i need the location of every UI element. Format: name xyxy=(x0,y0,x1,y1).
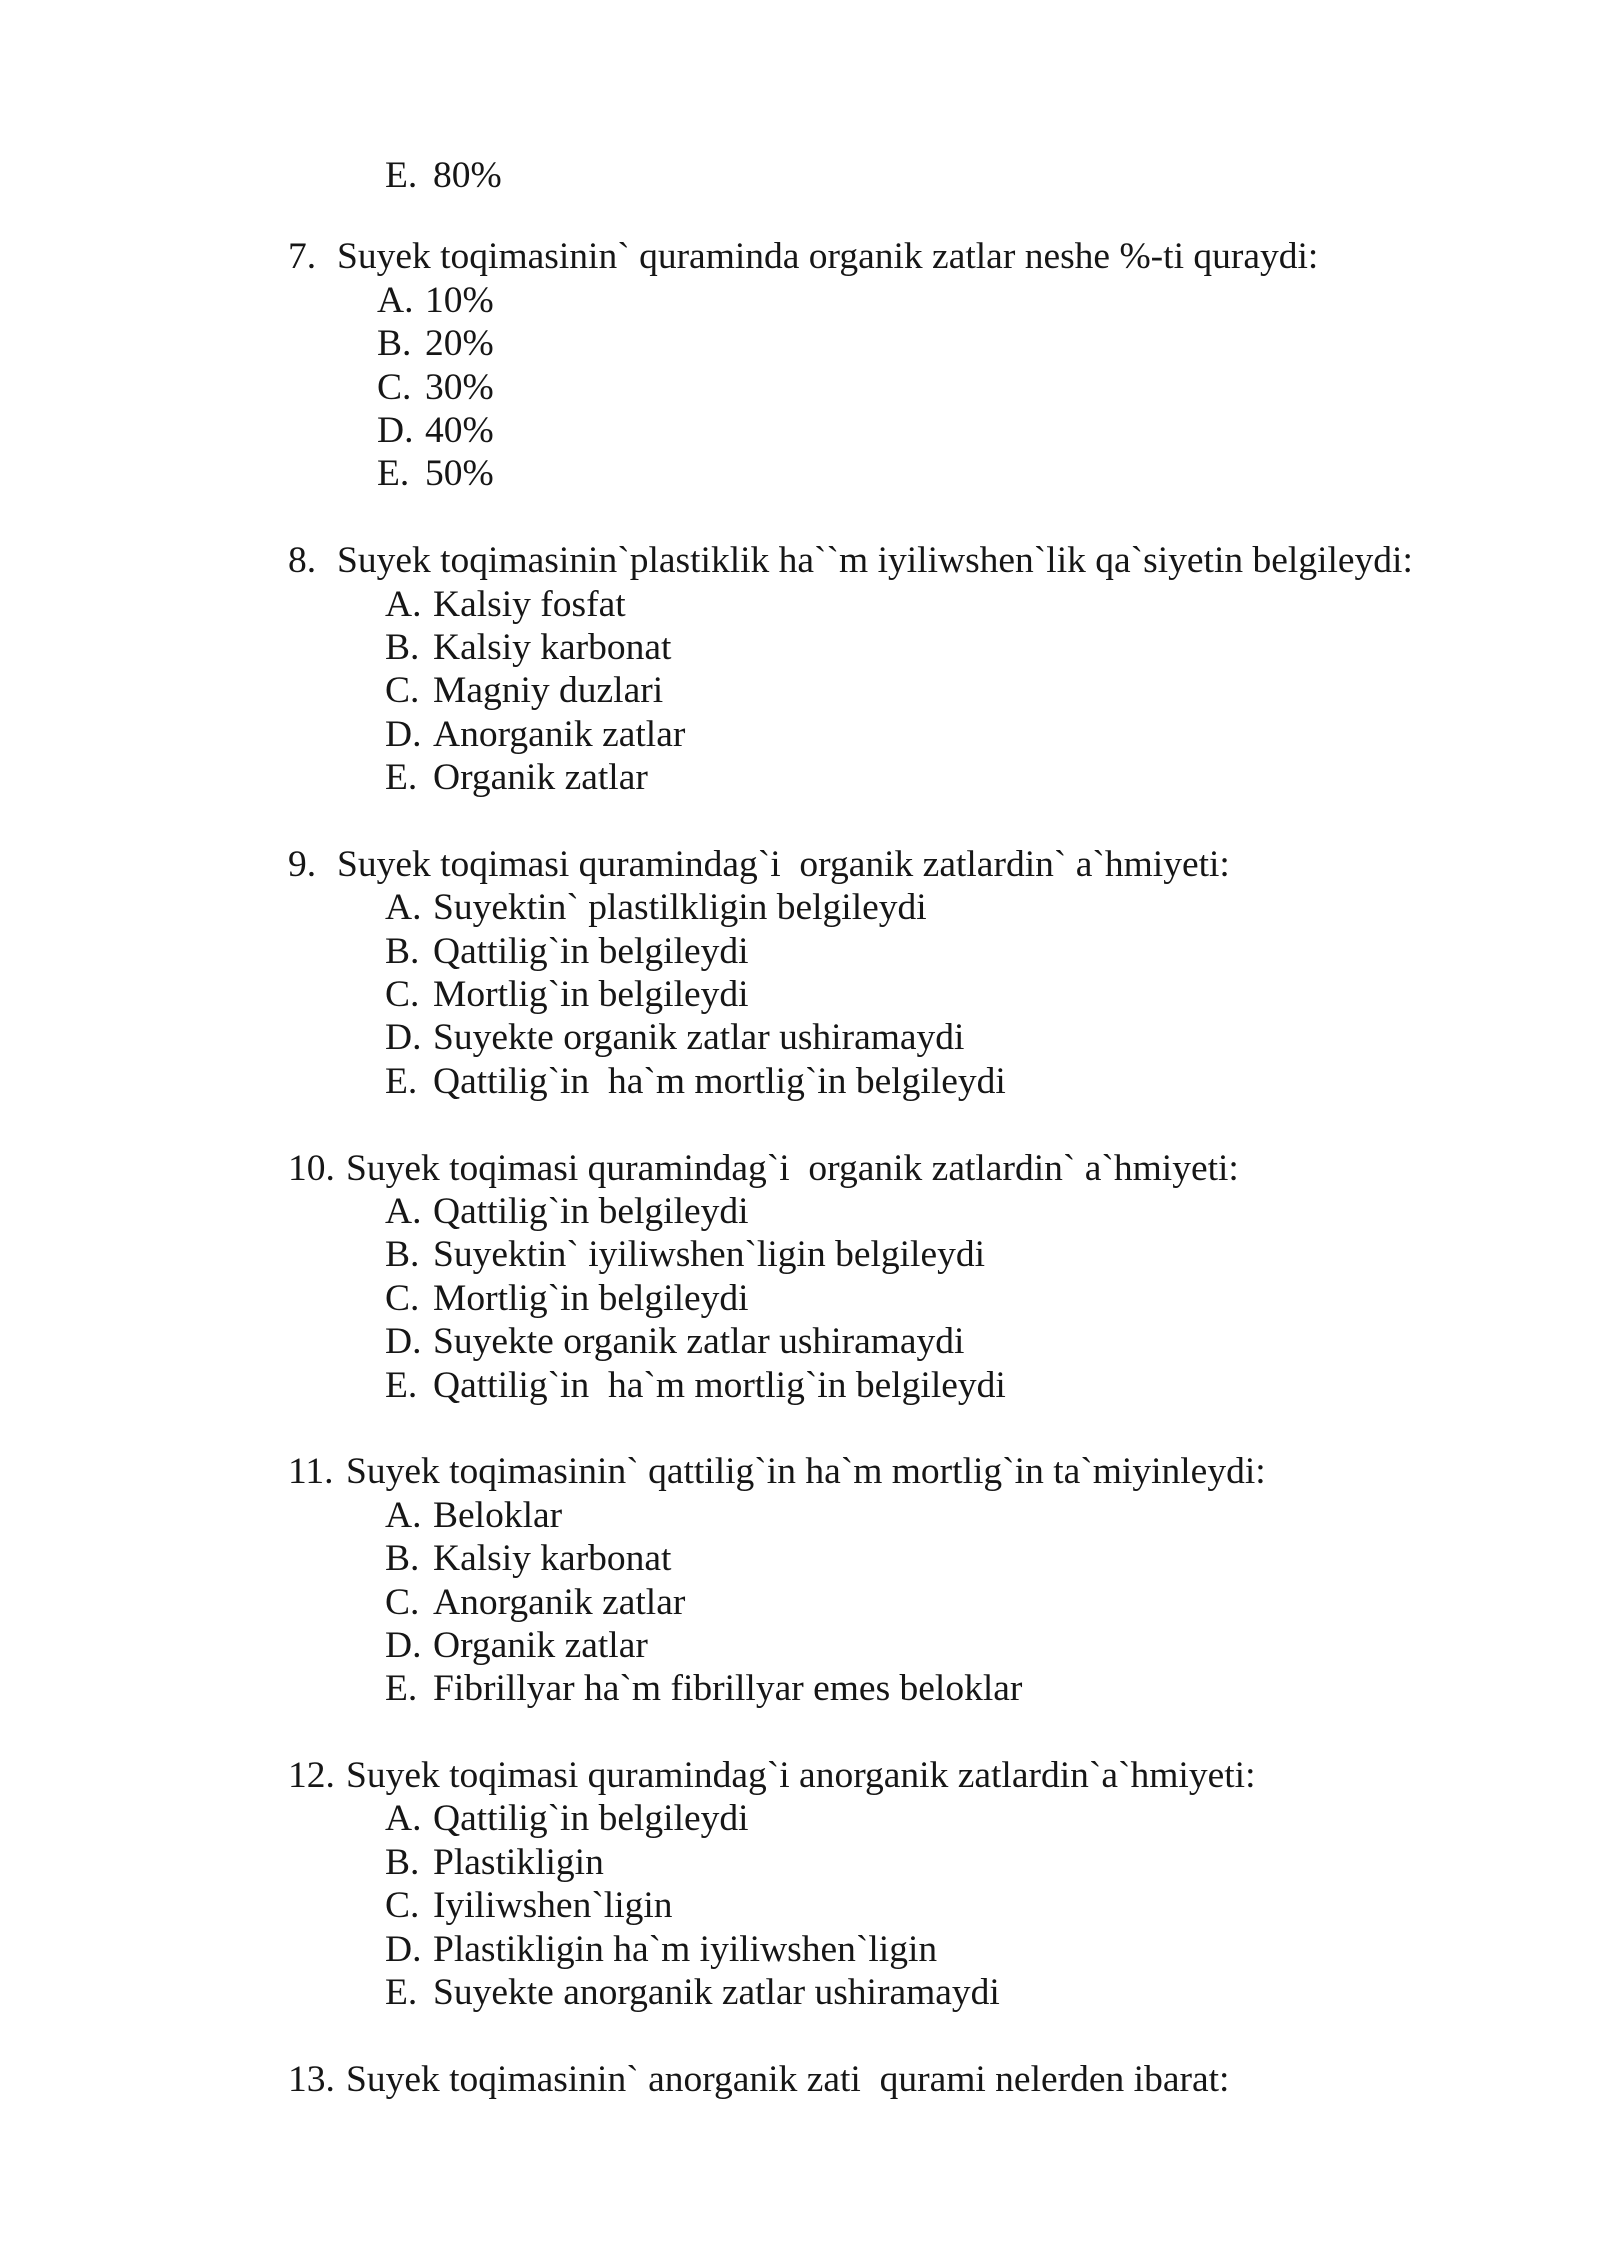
option-a xyxy=(0,1190,1600,1233)
option-text: 30% xyxy=(425,366,494,408)
option-letter: C. xyxy=(385,1277,420,1319)
option-text: Suyektin` plastilkligin belgileydi xyxy=(433,887,927,929)
question-text: Suyek toqimasinin`plastiklik ha``m iyiliwshen`lik qa`siyetin belgileydi: xyxy=(337,540,1413,582)
option-letter: C. xyxy=(385,670,420,712)
option-letter: D. xyxy=(385,1624,422,1666)
option-a xyxy=(0,279,1600,322)
option-text: Iyiliwshen`ligin xyxy=(433,1885,673,1927)
option-d xyxy=(0,1320,1600,1363)
option-letter: A. xyxy=(385,1190,422,1232)
option-text: 80% xyxy=(433,155,502,196)
option-a xyxy=(0,583,1600,626)
option-text: Mortlig`in belgileydi xyxy=(433,1277,749,1319)
option-letter: B. xyxy=(385,626,420,668)
option-text: Fibrillyar ha`m fibrillyar emes beloklar xyxy=(433,1668,1023,1710)
option-letter: E. xyxy=(385,1668,418,1710)
question-text: Suyek toqimasi quramindag`i organik zatlardin` a`hmiyeti: xyxy=(337,843,1230,885)
option-letter: A. xyxy=(385,1798,422,1840)
option-e xyxy=(0,1667,1600,1710)
option-letter: D. xyxy=(385,1017,422,1059)
option-letter: B. xyxy=(377,323,412,365)
question-line xyxy=(0,235,1600,278)
question-9 xyxy=(0,843,1600,1103)
option-letter: A. xyxy=(377,279,414,321)
question-number: 10. xyxy=(288,1147,335,1189)
option-text: Kalsiy fosfat xyxy=(433,583,626,625)
option-e xyxy=(0,1971,1600,2014)
option-text: Suyektin` iyiliwshen`ligin belgileydi xyxy=(433,1234,986,1276)
question-number: 13. xyxy=(288,2058,335,2100)
option-text: Plastikligin ha`m iyiliwshen`ligin xyxy=(433,1928,938,1970)
question-text: Suyek toqimasi quramindag`i anorganik zatlardin`a`hmiyeti: xyxy=(346,1755,1256,1797)
question-line xyxy=(0,843,1600,886)
option-e xyxy=(0,452,1600,495)
option-b xyxy=(0,1233,1600,1276)
option-text: Plastikligin xyxy=(433,1841,604,1883)
option-letter: E. xyxy=(385,1972,418,2014)
option-text: 20% xyxy=(425,323,494,365)
option-letter: D. xyxy=(385,1321,422,1363)
option-text: Qattilig`in ha`m mortlig`in belgileydi xyxy=(433,1364,1006,1406)
question-number: 7. xyxy=(288,236,317,278)
option-e-previous xyxy=(0,154,1600,197)
option-letter: C. xyxy=(385,1581,420,1623)
option-a xyxy=(0,1494,1600,1537)
option-text: Suyekte organik zatlar ushiramaydi xyxy=(433,1017,965,1059)
option-text: Organik zatlar xyxy=(433,757,648,799)
option-letter: E. xyxy=(377,453,410,495)
option-letter: A. xyxy=(385,1494,422,1536)
option-text: Suyekte organik zatlar ushiramaydi xyxy=(433,1321,965,1363)
option-c xyxy=(0,669,1600,712)
question-text: Suyek toqimasi quramindag`i organik zatlardin` a`hmiyeti: xyxy=(346,1147,1239,1189)
question-line xyxy=(0,539,1600,582)
option-d xyxy=(0,1624,1600,1667)
question-text: Suyek toqimasinin` quraminda organik zatlar neshe %-ti quraydi: xyxy=(337,236,1319,278)
option-letter: C. xyxy=(385,974,420,1016)
option-text: 50% xyxy=(425,453,494,495)
option-e xyxy=(0,1364,1600,1407)
option-e xyxy=(0,756,1600,799)
option-b xyxy=(0,930,1600,973)
question-13 xyxy=(0,2058,1600,2101)
option-text: Qattilig`in belgileydi xyxy=(433,1798,749,1840)
option-letter: E. xyxy=(385,1060,418,1102)
option-text: Kalsiy karbonat xyxy=(433,1538,672,1580)
option-b xyxy=(0,626,1600,669)
option-letter: B. xyxy=(385,1234,420,1276)
question-line xyxy=(0,1147,1600,1190)
option-text: Qattilig`in belgileydi xyxy=(433,1190,749,1232)
option-letter: A. xyxy=(385,887,422,929)
option-text: Mortlig`in belgileydi xyxy=(433,974,749,1016)
question-number: 12. xyxy=(288,1755,335,1797)
question-number: 8. xyxy=(288,540,317,582)
option-b xyxy=(0,1841,1600,1884)
option-c xyxy=(0,973,1600,1016)
option-letter: C. xyxy=(377,366,412,408)
option-c xyxy=(0,1277,1600,1320)
option-c xyxy=(0,1884,1600,1927)
option-text: Kalsiy karbonat xyxy=(433,626,672,668)
question-10 xyxy=(0,1147,1600,1407)
question-line xyxy=(0,1754,1600,1797)
option-text: Anorganik zatlar xyxy=(433,713,686,755)
question-7 xyxy=(0,235,1600,495)
option-letter: E. xyxy=(385,1364,418,1406)
option-letter: A. xyxy=(385,583,422,625)
option-d xyxy=(0,1016,1600,1059)
option-text: 10% xyxy=(425,279,494,321)
document-content xyxy=(0,154,1600,2101)
option-letter: D. xyxy=(385,1928,422,1970)
option-letter: B. xyxy=(385,930,420,972)
option-d xyxy=(0,1928,1600,1971)
option-d xyxy=(0,713,1600,756)
option-letter: D. xyxy=(385,713,422,755)
option-b xyxy=(0,1537,1600,1580)
option-letter: E. xyxy=(385,155,418,196)
question-number: 11. xyxy=(288,1451,334,1493)
option-d xyxy=(0,409,1600,452)
option-text: Qattilig`in ha`m mortlig`in belgileydi xyxy=(433,1060,1006,1102)
question-12 xyxy=(0,1754,1600,2014)
option-letter: E. xyxy=(385,757,418,799)
option-a xyxy=(0,1797,1600,1840)
option-text: Qattilig`in belgileydi xyxy=(433,930,749,972)
option-letter: C. xyxy=(385,1885,420,1927)
question-11 xyxy=(0,1450,1600,1710)
option-text: Suyekte anorganik zatlar ushiramaydi xyxy=(433,1972,1000,2014)
question-number: 9. xyxy=(288,843,317,885)
question-text: Suyek toqimasinin` anorganik zati qurami nelerden ibarat: xyxy=(346,2058,1230,2100)
option-text: 40% xyxy=(425,409,494,451)
option-text: Beloklar xyxy=(433,1494,563,1536)
option-a xyxy=(0,886,1600,929)
option-letter: B. xyxy=(385,1538,420,1580)
option-c xyxy=(0,1581,1600,1624)
option-letter: D. xyxy=(377,409,414,451)
option-letter: B. xyxy=(385,1841,420,1883)
question-8 xyxy=(0,539,1600,799)
question-line xyxy=(0,2058,1600,2101)
question-line xyxy=(0,1450,1600,1493)
option-text: Organik zatlar xyxy=(433,1624,648,1666)
option-c xyxy=(0,366,1600,409)
question-text: Suyek toqimasinin` qattilig`in ha`m mortlig`in ta`miyinleydi: xyxy=(346,1451,1266,1493)
option-e xyxy=(0,1060,1600,1103)
option-text: Magniy duzlari xyxy=(433,670,664,712)
option-b xyxy=(0,322,1600,365)
option-text: Anorganik zatlar xyxy=(433,1581,686,1623)
